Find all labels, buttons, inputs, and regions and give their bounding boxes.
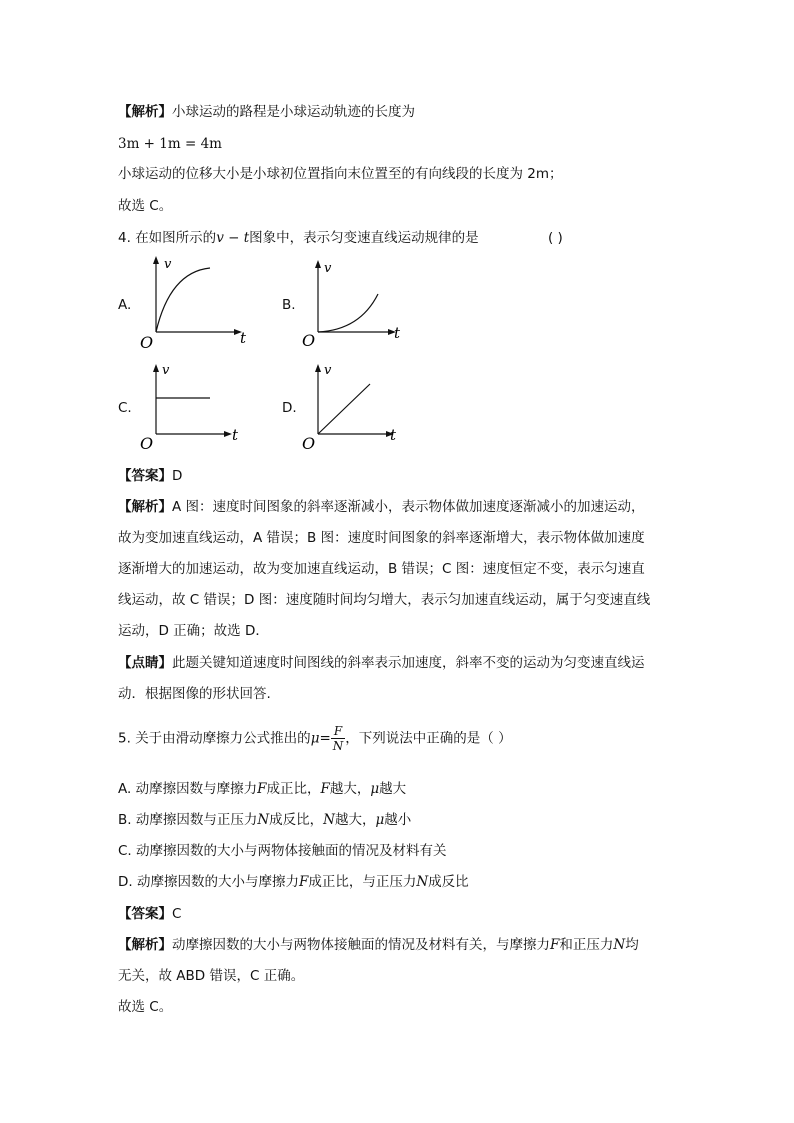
x-label: t [394,324,401,342]
q4-comment-line-1 [118,653,645,673]
analysis-tag: 【解析】 [118,499,172,515]
option-text: 成正比， [266,781,321,797]
option-text: 成正比，与正压力 [308,874,417,890]
var-n: N [257,812,270,828]
q5-eq: = [319,730,331,747]
comment-tag: 【点睛】 [118,655,172,671]
option-text: 动摩擦因数与摩擦力 [135,781,258,797]
q4-analysis-line-4: 线运动，故 C 错误；D 图：速度随时间均匀增大，表示匀加速直线运动，属于匀变速直线 [118,592,651,608]
option-text: 成反比 [428,874,469,890]
y-axis-arrow-icon [153,364,159,372]
q5-number: 5. [118,730,131,747]
y-label: v [324,363,332,378]
x-label: t [390,426,397,444]
q4-stem-after: 图象中，表示匀变速直线运动规律的是 [249,230,479,246]
q5-analysis-line-1 [118,935,639,955]
q4-paren: ( ) [548,230,563,246]
analysis-text: A 图：速度时间图象的斜率逐渐减小，表示物体做加速度逐渐减小的加速运动， [172,499,645,515]
option-c-label: C. [118,400,132,416]
x-label: t [240,329,247,347]
fraction-numerator: F [331,724,346,739]
q5-option-d [118,872,469,892]
q5-option-b [118,810,411,830]
var-f: F [257,781,267,797]
option-text: 越大 [379,781,407,797]
line-linear-increase [318,384,370,434]
option-label: D. [118,874,133,890]
q5-option-a [118,779,406,799]
option-text: 动摩擦因数与正压力 [135,812,258,828]
q5-mu: μ [310,730,320,747]
option-text: 越小 [384,812,412,828]
y-label: v [164,257,172,272]
origin-label: O [140,434,154,452]
q5-stem-before: 关于由滑动摩擦力公式推出的 [135,730,311,747]
q5-answer [118,904,181,924]
q3-analysis-line [118,102,415,122]
analysis-tag: 【解析】 [118,104,172,120]
origin-label: O [140,333,154,352]
y-axis-arrow-icon [153,256,159,264]
q4-stem-before: 在如图所示的 [135,230,217,246]
q3-equation: 3m + 1m = 4m [118,136,222,152]
var-f: F [320,781,330,797]
option-text: 动摩擦因数的大小与两物体接触面的情况及材料有关 [136,843,447,859]
q4-analysis-line-5: 运动，D 正确；故选 D． [118,623,269,639]
fraction-denominator: N [332,739,344,753]
q3-line3: 故选 C。 [118,198,173,214]
var-n: N [323,812,335,828]
analysis-tag: 【解析】 [118,937,172,953]
y-axis-arrow-icon [315,260,321,268]
var-mu: μ [370,781,380,797]
var-n: N [613,937,626,953]
q5-stem [118,724,512,753]
q5-option-c [118,841,447,861]
q4-analysis-line-1 [118,497,645,517]
graph-c [138,360,258,452]
var-f: F [298,874,309,890]
curve-increasing-slope [318,294,378,332]
answer-value: C [172,906,182,922]
answer-value: D [172,468,183,484]
analysis-text: 和正压力 [559,937,614,953]
origin-label: O [302,331,316,350]
q4-number: 4. [118,230,131,246]
x-label: t [232,426,239,444]
var-mu: μ [375,812,385,828]
option-label: A. [118,781,132,797]
q4-analysis-line-3: 逐渐增大的加速运动，故为变加速直线运动，B 错误；C 图：速度恒定不变，表示匀速直 [118,561,645,577]
comment-text: 此题关键知道速度时间图线的斜率表示加速度，斜率不变的运动为匀变速直线运 [172,655,645,671]
y-label: v [162,363,170,378]
curve-decreasing-slope [156,268,210,332]
x-axis-arrow-icon [224,431,232,437]
answer-tag: 【答案】 [118,906,172,922]
origin-label: O [302,434,316,452]
q3-line2: 小球运动的位移大小是小球初位置指向末位置至的有向线段的长度为 2m； [118,166,563,182]
var-f: F [550,937,560,953]
option-text: 越大， [329,781,371,797]
q4-comment-line-2: 动．根据图像的形状回答. [118,686,271,702]
q5-analysis-line-3: 故选 C。 [118,999,173,1015]
option-b-label: B. [282,297,296,313]
option-label: C. [118,843,132,859]
option-a-label: A. [118,297,132,313]
graph-b [300,256,420,352]
graph-d [300,360,420,452]
q5-analysis-line-2: 无关，故 ABD 错误，C 正确。 [118,968,305,984]
option-text: 越大， [334,812,376,828]
option-text: 成反比， [269,812,324,828]
var-n: N [416,874,429,890]
option-label: B. [118,812,132,828]
answer-tag: 【答案】 [118,468,172,484]
y-axis-arrow-icon [315,364,321,372]
graph-a [138,252,258,352]
analysis-text: 动摩擦因数的大小与两物体接触面的情况及材料有关，与摩擦力 [172,937,550,953]
q4-stem-var: v − t [216,230,250,246]
y-label: v [324,261,332,276]
q4-answer [118,466,182,486]
q4-analysis-line-2: 故为变加速直线运动，A 错误；B 图：速度时间图象的斜率逐渐增大，表示物体做加速度 [118,530,645,546]
analysis-text: 均 [625,937,639,953]
q4-stem [118,228,479,248]
option-text: 动摩擦因数的大小与摩擦力 [136,874,299,890]
q5-fraction [331,724,346,753]
q5-stem-after: ，下列说法中正确的是（ ） [345,730,512,747]
option-d-label: D. [282,400,297,416]
analysis-text: 小球运动的路程是小球运动轨迹的长度为 [172,104,415,120]
